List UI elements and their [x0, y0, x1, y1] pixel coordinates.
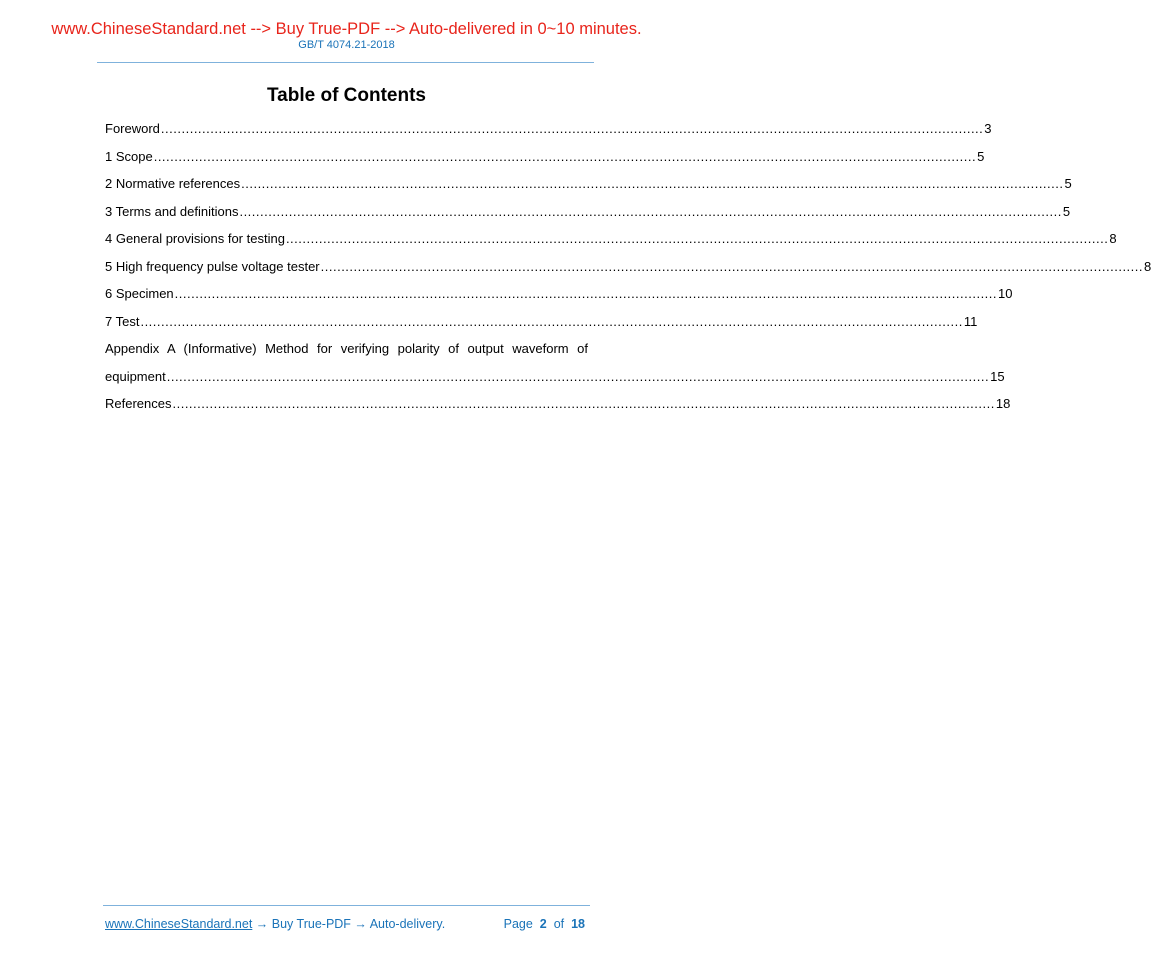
toc-entry-page: 15 [990, 368, 1005, 384]
dot-leader: ........................................................................................................................................................................................................ [160, 121, 984, 136]
page-word: Page [503, 917, 533, 931]
toc-entry-appendix-a-continued[interactable] [105, 363, 1005, 391]
toc-entry-page: 5 [1064, 176, 1072, 191]
page-footer [105, 916, 585, 932]
toc-entry-specimen[interactable] [105, 280, 1013, 308]
toc-entry-label: 2 Normative references [105, 176, 241, 191]
toc-entry-normative-references[interactable] [105, 170, 1072, 198]
site-link[interactable]: www.ChineseStandard.net [105, 917, 253, 931]
dot-leader: ........................................................................................................................................................................................................ [153, 148, 977, 164]
dot-leader: ........................................................................................................................................................................................................ [140, 313, 963, 329]
toc-entry-page: 5 [1062, 203, 1071, 219]
toc-entry-general-provisions[interactable] [105, 225, 1117, 253]
toc-entry-page: 11 [963, 313, 978, 329]
total-pages: 18 [571, 917, 585, 931]
toc-entry-label: 3 Terms and definitions [105, 203, 239, 219]
of-word: of [553, 917, 565, 931]
toc-entry-pulse-voltage-tester[interactable] [105, 253, 1151, 281]
toc-entry-appendix-a[interactable]: Appendix A (Informative) Method for verifying polarity of output waveform of [105, 341, 588, 356]
dot-leader: ........................................................................................................................................................................................................ [241, 176, 1064, 191]
toc-entry-label: 1 Scope [105, 148, 153, 164]
dot-leader: ........................................................................................................................................................................................................ [285, 231, 1109, 246]
toc-entry-label: References [105, 396, 172, 411]
toc-entry-scope[interactable] [105, 143, 985, 171]
toc-entry-label: equipment [105, 368, 166, 384]
toc-entry-foreword[interactable] [105, 115, 992, 143]
dot-leader: ........................................................................................................................................................................................................ [320, 258, 1144, 274]
current-page: 2 [539, 917, 547, 931]
toc-entry-terms-definitions[interactable] [105, 198, 1071, 226]
footer-tagline: → Buy True-PDF → Auto-delivery. [252, 917, 446, 931]
toc-entry-label: 7 Test [105, 313, 140, 329]
footer-divider [103, 905, 590, 906]
toc-entry-references[interactable] [105, 390, 1011, 418]
toc-entry-label: 5 High frequency pulse voltage tester [105, 258, 320, 274]
toc-entry-label: 6 Specimen [105, 286, 174, 301]
toc-entry-test[interactable] [105, 308, 978, 336]
toc-entry-page: 10 [998, 286, 1013, 301]
toc-entry-page: 3 [984, 121, 992, 136]
dot-leader: ........................................................................................................................................................................................................ [174, 286, 998, 301]
dot-leader: ........................................................................................................................................................................................................ [166, 368, 990, 384]
dot-leader: ........................................................................................................................................................................................................ [239, 203, 1062, 219]
toc-title: Table of Contents [266, 85, 427, 106]
table-of-contents [105, 115, 1151, 418]
header-divider [97, 62, 594, 63]
toc-entry-page: 5 [977, 148, 985, 164]
toc-entry-label: Foreword [105, 121, 160, 136]
toc-entry-page: 18 [995, 396, 1011, 411]
promo-banner[interactable]: www.ChineseStandard.net --> Buy True-PDF --> Auto-delivered in 0~10 minutes. [51, 20, 642, 38]
page-indicator [504, 916, 585, 932]
toc-entry-label: 4 General provisions for testing [105, 231, 285, 246]
standard-code: GB/T 4074.21-2018 [298, 39, 395, 51]
toc-entry-page: 8 [1109, 231, 1117, 246]
dot-leader: ........................................................................................................................................................................................................ [172, 396, 995, 411]
toc-entry-page: 8 [1144, 258, 1151, 274]
